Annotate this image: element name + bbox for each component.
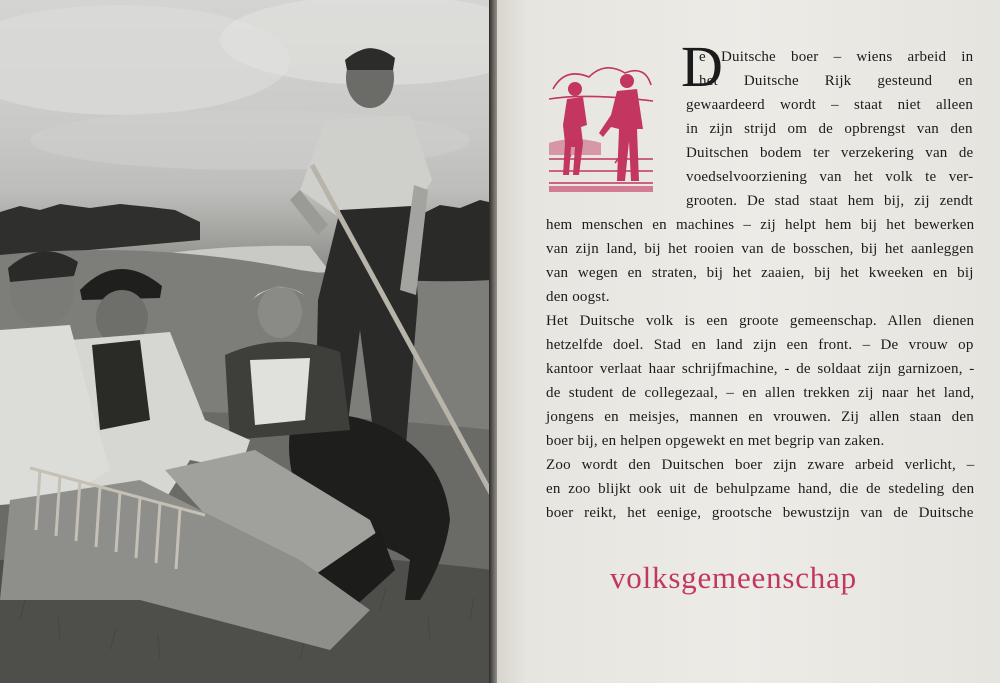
text-line: boer reikt, het eenige, grootsche bewustzijn van de Duitsche [546, 505, 974, 521]
text-line: het Duitsche Rijk gesteund en [699, 73, 973, 89]
text-line: Zoo wordt den Duitschen boer zijn zware arbeid verlicht, – [546, 457, 975, 473]
text-line: den oogst. [546, 289, 610, 305]
text-line: voedselvoorziening van het volk te ver- [686, 169, 974, 185]
text-line: e Duitsche boer – wiens arbeid in [699, 49, 974, 65]
text-line: boer bij, en helpen opgewekt en met begrip van zaken. [546, 433, 885, 449]
handshake-woodcut-icon [545, 59, 657, 196]
text-line: grooten. De stad staat hem bij, zij zendt [686, 193, 974, 209]
text-line: de student de collegezaal, – en allen trekken zij naar het land, [546, 385, 975, 401]
text-line: hem menschen en machines – zij helpt hem bij het bewerken [546, 217, 975, 233]
text-line: in zijn strijd om de opbrengst van den [686, 121, 973, 137]
closing-word: volksgemeenschap [610, 560, 857, 595]
text-line: Het Duitsche volk is een groote gemeenschap. Allen dienen [546, 313, 975, 329]
text-line: Duitschen bodem ter verzekering van de [686, 145, 974, 161]
text-line: van zijn land, bij het rooien van de bosschen, bij het aanleggen [546, 241, 974, 257]
text-line: hetzelfde doel. Stad en land zijn een front. – De vrouw op [546, 337, 974, 353]
text-line: en zoo blijkt ook uit de behulpzame hand, die de stedeling den [546, 481, 975, 497]
text-line: van wegen en straten, bij het zaaien, bij het kweeken en bij [546, 265, 974, 281]
photo-page [0, 0, 493, 683]
drop-cap: D [681, 34, 723, 99]
farm-workers-photo [0, 0, 493, 683]
text-line: gewaardeerd wordt – staat niet alleen [686, 97, 974, 113]
text-line: jongens en meisjes, mannen en vrouwen. Zij allen staan den [546, 409, 974, 425]
text-line: kantoor verlaat haar schrijfmachine, - de soldaat zijn garnizoen, - [546, 361, 975, 377]
